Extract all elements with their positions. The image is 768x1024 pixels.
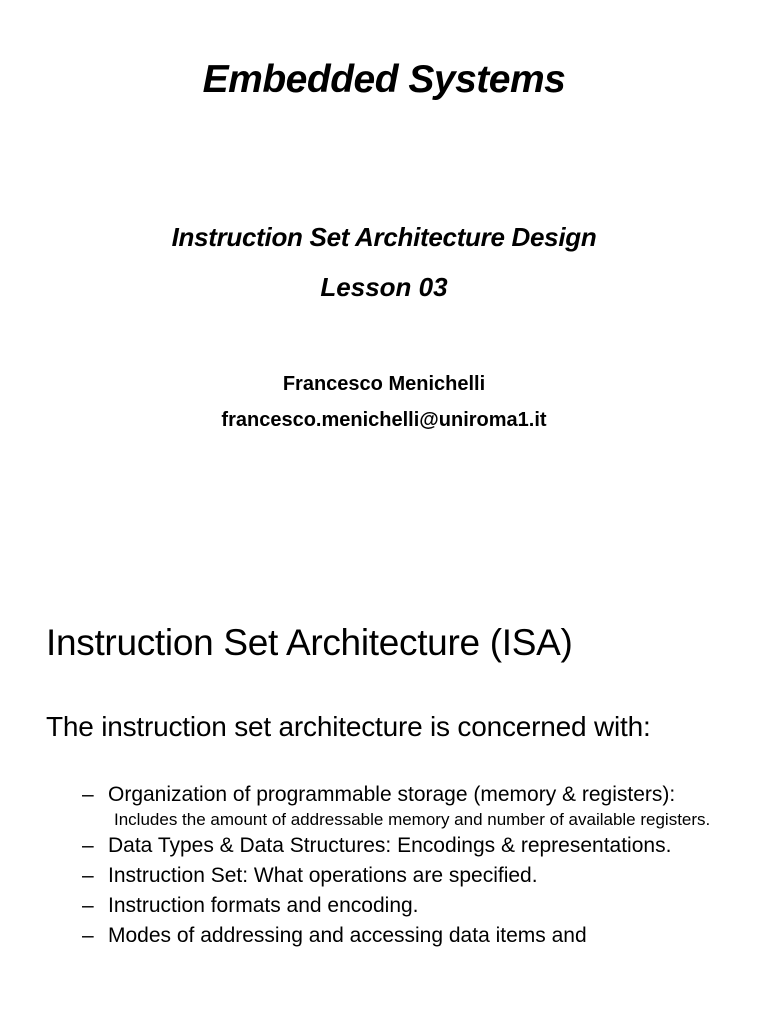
isa-slide	[0, 560, 768, 1024]
bullet-text: Data Types & Data Structures: Encodings & representations.	[108, 834, 672, 857]
bullet-text: Instruction Set: What operations are specified.	[108, 864, 538, 887]
dash-bullet-icon: –	[82, 783, 94, 806]
list-item	[82, 864, 732, 888]
isa-bullet-list	[82, 783, 732, 954]
list-item	[82, 783, 732, 830]
dash-bullet-icon: –	[82, 864, 94, 887]
cover-lesson-number: Lesson 03	[320, 272, 448, 302]
list-item	[82, 894, 732, 918]
bullet-text: Instruction formats and encoding.	[108, 894, 419, 917]
cover-title: Embedded Systems	[202, 58, 566, 101]
isa-slide-intro: The instruction set architecture is concerned with:	[46, 711, 651, 742]
dash-bullet-icon: –	[82, 834, 94, 857]
bullet-sub-note: Includes the amount of addressable memory and number of available registers.	[114, 810, 711, 829]
list-item	[82, 924, 732, 948]
list-item	[82, 834, 732, 858]
cover-author-email: francesco.menichelli@uniroma1.it	[221, 409, 547, 431]
bullet-text: Modes of addressing and accessing data items and	[108, 924, 587, 947]
dash-bullet-icon: –	[82, 924, 94, 947]
bullet-text: Organization of programmable storage (memory & registers):	[108, 783, 676, 806]
cover-author-name: Francesco Menichelli	[282, 373, 486, 395]
cover-subtitle: Instruction Set Architecture Design	[171, 222, 597, 252]
dash-bullet-icon: –	[82, 894, 94, 917]
isa-slide-title: Instruction Set Architecture (ISA)	[46, 622, 573, 663]
